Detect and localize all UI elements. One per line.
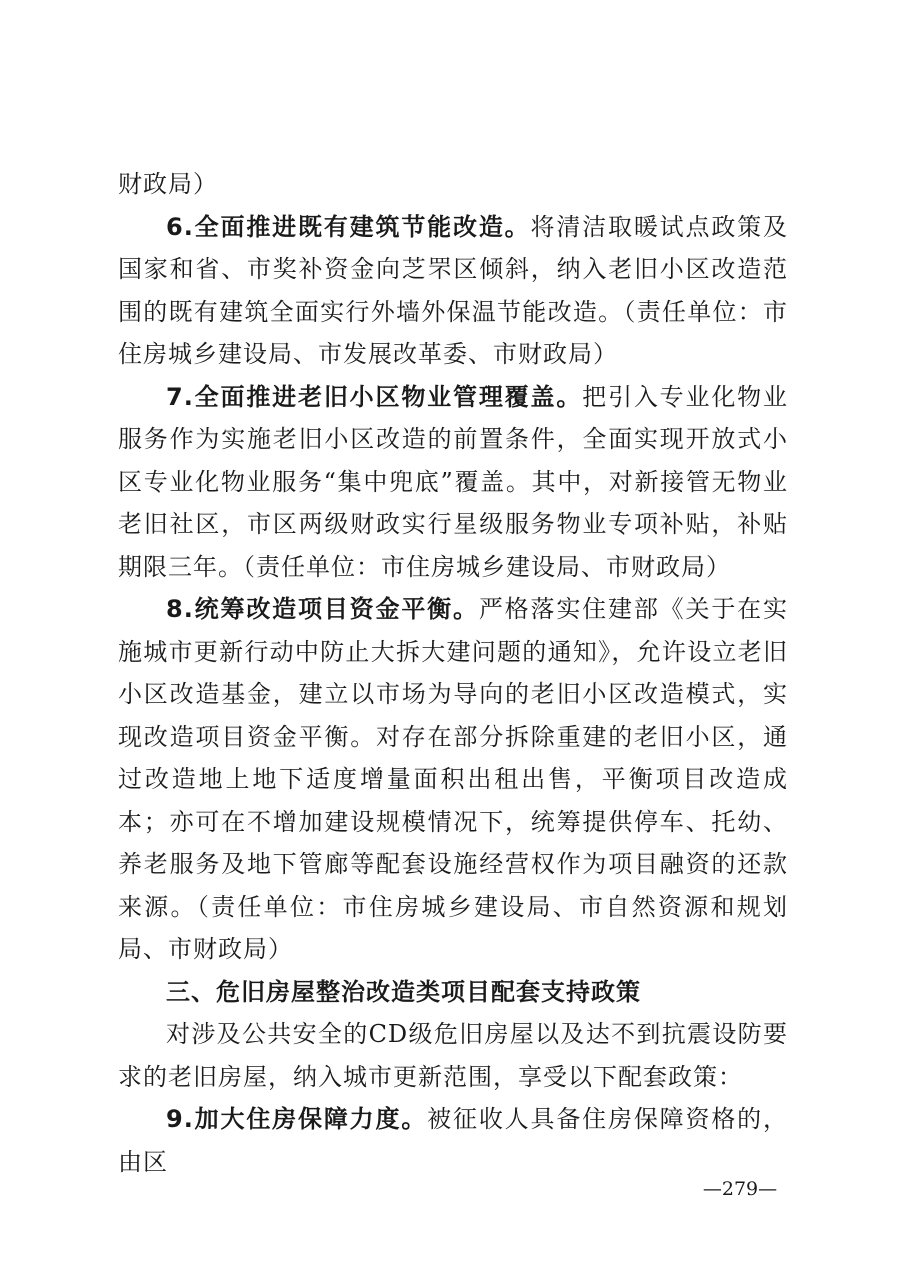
item-9-text: 被征收人具备住房保障资格的，由区: [118, 1105, 788, 1176]
item-8-lead: 8.统筹改造项目资金平衡。: [166, 595, 479, 623]
item-7-lead: 7.全面推进老旧小区物业管理覆盖。: [166, 382, 583, 411]
item-6-lead: 6.全面推进既有建筑节能改造。: [166, 212, 531, 241]
page-number: —279—: [702, 1178, 778, 1200]
item-8-paragraph: [118, 588, 788, 971]
section-intro-paragraph: 对涉及公共安全的CD级危旧房屋以及达不到抗震设防要求的老旧房屋，纳入城市更新范围，享受以下配套政策：: [118, 1020, 788, 1091]
continuation-line: 财政局）: [118, 170, 218, 198]
item-7-text: 把引入专业化物业服务作为实施老旧小区改造的前置条件，全面实现开放式小区专业化物业服务“集中兜底”覆盖。其中，对新接管无物业老旧社区，市区两级财政实行星级服务物业专项补贴，补贴期限三年。（责任单位：市住房城乡建设局、市财政局）: [118, 382, 788, 581]
item-9-lead: 9.加大住房保障力度。: [166, 1105, 428, 1133]
item-9-paragraph: [118, 1098, 788, 1183]
item-7-paragraph: [118, 376, 788, 589]
section-heading: 三、危旧房屋整治改造类项目配套支持政策: [166, 977, 641, 1006]
document-body: [118, 163, 788, 1183]
item-6-paragraph: [118, 206, 788, 376]
item-8-text: 严格落实住建部《关于在实施城市更新行动中防止大拆大建问题的通知》，允许设立老旧小区改造基金，建立以市场为导向的老旧小区改造模式，实现改造项目资金平衡。对存在部分拆除重建的老旧小区，通过改造地上地下适度增量面积出租出售，平衡项目改造成本；亦可在不增加建设规模情况下，统筹提供停车、托幼、养老服务及地下管廊等配套设施经营权作为项目融资的还款来源。（责任单位：市住房城乡建设局、市自然资源和规划局、市财政局）: [118, 595, 788, 963]
item-6-text: 将清洁取暖试点政策及国家和省、市奖补资金向芝罘区倾斜，纳入老旧小区改造范围的既有建筑全面实行外墙外保温节能改造。（责任单位：市住房城乡建设局、市发展改革委、市财政局）: [118, 212, 789, 368]
